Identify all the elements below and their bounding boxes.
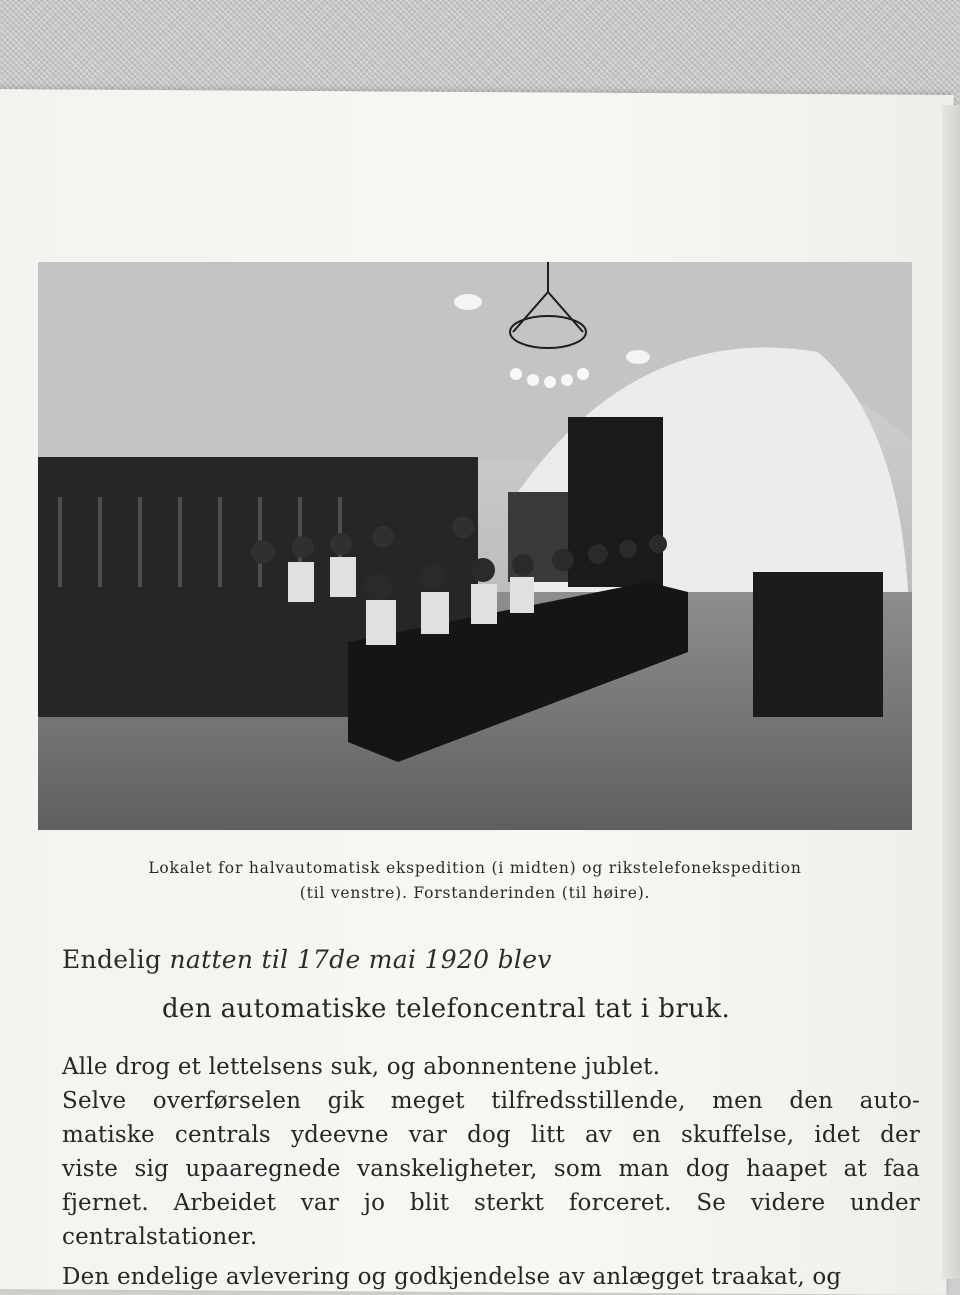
page-edge bbox=[942, 105, 960, 1279]
paragraph-2-line-3: viste sig upaaregnede vanskeligheter, som man dog haapet at faa bbox=[62, 1156, 920, 1182]
heading-prefix: Endelig bbox=[62, 945, 170, 974]
body-text bbox=[62, 1050, 920, 1294]
paragraph-2-line-2: matiske centrals ydeevne var dog litt av en skuffelse, idet der bbox=[62, 1122, 920, 1148]
photo-caption bbox=[40, 856, 910, 906]
section-heading-line-1 bbox=[62, 945, 552, 974]
paragraph-2-line-1: Selve overførselen gik meget tilfredsstillende, men den auto- bbox=[62, 1088, 920, 1114]
paragraph-2-line-4: fjernet. Arbeidet var jo blit sterkt forceret. Se videre under bbox=[62, 1190, 920, 1216]
paragraph-3-partial: Den endelige avlevering og godkjendelse av anlægget traakat, og bbox=[62, 1264, 842, 1290]
caption-line-2: (til venstre). Forstanderinden (til høire). bbox=[299, 884, 651, 902]
section-heading-line-2: den automatiske telefoncentral tat i bruk. bbox=[162, 994, 731, 1024]
historical-photo-telephone-exchange bbox=[38, 262, 912, 830]
paragraph-2-line-5: centralstationer. bbox=[62, 1224, 258, 1250]
paragraph-1: Alle drog et lettelsens suk, og abonnentene jublet. bbox=[62, 1054, 661, 1080]
heading-italic: natten til 17de mai 1920 blev bbox=[169, 945, 552, 974]
caption-line-1: Lokalet for halvautomatisk ekspedition (i midten) og rikstelefonekspedition bbox=[148, 859, 802, 877]
